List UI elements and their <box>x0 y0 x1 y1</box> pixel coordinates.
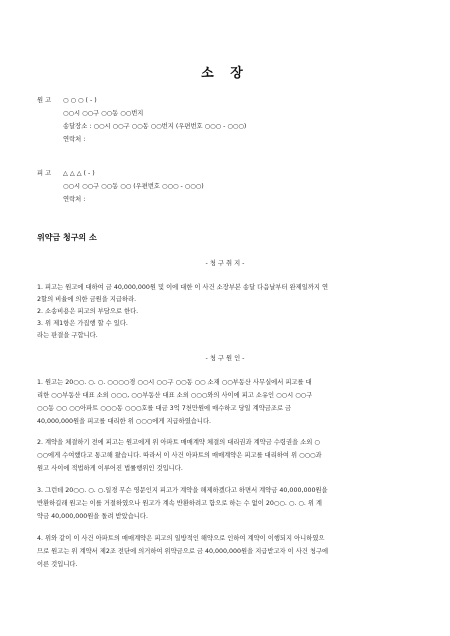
cause-heading: - 청 구 원 인 - <box>205 355 245 362</box>
claim-item: 1. 피고는 원고에 대하여 금 40,000,000원 및 이에 대한 이 사건 소장부본 송달 다음날부터 완제일까지 연 <box>37 284 329 291</box>
cause-paragraph-line: 리한 ○○부동산 대표 소외 ○○○, ○○부동산 대표 소외 ○○○와의 사이에 피고 소유인 ○○시 ○○구 <box>37 392 313 399</box>
defendant-name: △ △ △ ( - ) <box>63 170 95 177</box>
cause-paragraph-line: ○○에게 수여했다고 통고해 왔습니다. 따라서 이 사건 아파트의 매매계약은 피고를 대리하여 위 ○○○과 <box>37 452 322 459</box>
claim-item: 3. 위 제1항은 가집행 할 수 있다. <box>37 320 128 327</box>
plaintiff-label: 원 고 <box>37 97 52 104</box>
cause-paragraph-line: 3. 그런데 20○○. ○. ○.일경 무슨 영문인지 피고가 계약을 해제하겠다고 하면서 계약금 40,000,000원을 <box>37 487 328 494</box>
page-title: 소 장 <box>201 66 249 81</box>
cause-paragraph-line: 1. 원고는 20○○. ○. ○. ○○○○경 ○○시 ○○구 ○○동 ○○ 소재 ○○부동산 사무실에서 피고를 대 <box>37 379 312 386</box>
cause-paragraph-line: ○○동 ○○ ○○아파트 ○○○동 ○○○호를 대금 3억 7천만원에 매수하고 당일 계약금조로 금 <box>37 405 292 412</box>
cause-paragraph-line: 4. 위와 같이 이 사건 아파트의 매매계약은 피고의 일방적인 해약으로 인하여 계약이 이행되지 아니하였으 <box>37 535 325 542</box>
defendant-address: ○○시 ○○구 ○○동 ○○ (우편번호 ○○○ - ○○○) <box>63 183 204 190</box>
defendant-contact: 연락처 : <box>63 196 86 203</box>
plaintiff-address: ○○시 ○○구 ○○동 ○○번지 <box>63 110 144 117</box>
plaintiff-name: ○ ○ ○ ( - ) <box>63 97 97 104</box>
claim-item: 2. 소송비용은 피고의 부담으로 한다. <box>37 308 139 315</box>
cause-paragraph-line: 반환하길래 원고는 이를 거절하였으나 원고가 계속 반환하려고 함으로 하는 수 없이 20○○. ○. ○. 위 계 <box>37 500 322 507</box>
claim-conclusion: 라는 판결을 구합니다. <box>37 332 98 339</box>
claim-item: 2할의 비율에 의한 금원을 지급하라. <box>37 296 137 303</box>
cause-paragraph-line: 므로 원고는 위 계약서 제2조 전단에 의거하여 위약금으로 금 40,000,000원을 지급받고자 이 사건 청구에 <box>37 548 329 555</box>
plaintiff-contact: 연락처 : <box>63 136 86 143</box>
plaintiff-service-address: 송달장소 : ○○시 ○○구 ○○동 ○○번지 (우편번호 ○○○ - ○○○) <box>63 123 247 130</box>
defendant-label: 피 고 <box>37 170 52 177</box>
case-title: 위약금 청구의 소 <box>37 233 97 242</box>
claim-heading: - 청 구 취 지 - <box>205 260 245 267</box>
cause-paragraph-line: 이른 것입니다. <box>37 561 78 568</box>
cause-paragraph-line: 약금 40,000,000원을 돌려 받았습니다. <box>37 513 148 520</box>
cause-paragraph-line: 40,000,000원을 피고를 대리한 위 ○○○에게 지급하였습니다. <box>37 418 212 425</box>
cause-paragraph-line: 2. 계약을 체결하기 전에 피고는 원고에게 위 아파트 매매계약 체결의 대리권과 계약금 수령권을 소외 ○ <box>37 439 320 446</box>
cause-paragraph-line: 원고 사이에 적법하게 이루어진 법률행위인 것입니다. <box>37 465 183 472</box>
